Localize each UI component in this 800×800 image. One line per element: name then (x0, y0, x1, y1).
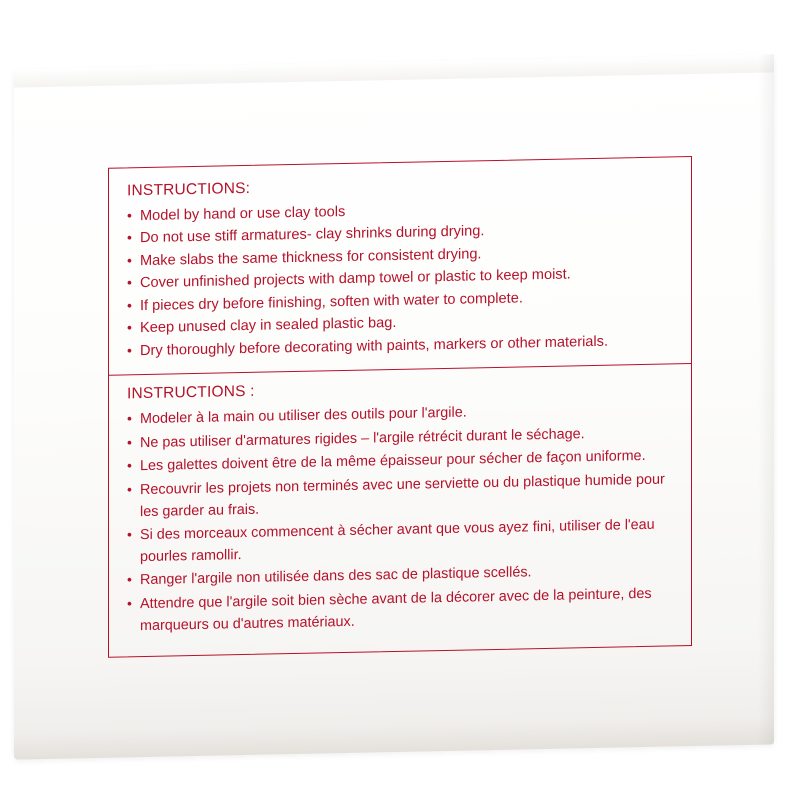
list-item: • Recouvrir les projets non terminés avec une serviette ou du plastique humide pour les garder au frais. (127, 469, 673, 523)
list-item: • Make slabs the same thickness for consistent drying. (127, 240, 673, 272)
list-item: • Les galettes doivent être de la même épaisseur pour sécher de façon uniforme. (127, 446, 673, 479)
instructions-heading-english: INSTRUCTIONS: (127, 179, 251, 200)
instructions-block-english (127, 171, 673, 362)
product-package (14, 54, 774, 759)
instructions-panel (108, 156, 692, 658)
section-divider (109, 363, 691, 376)
list-item: • Model by hand or use clay tools (127, 195, 673, 227)
instructions-list-english (127, 195, 673, 362)
list-item: • Keep unused clay in sealed plastic bag. (127, 308, 673, 340)
list-item: • Si des morceaux commencent à sécher avant que vous ayez fini, utiliser de l'eau pourles ramollir. (127, 515, 673, 569)
instructions-list-french (127, 398, 673, 637)
list-item: • Ranger l'argile non utilisée dans des sac de plastique scellés. (127, 560, 673, 593)
list-item: • Ne pas utiliser d'armatures rigides – l'argile rétrécit durant le séchage. (127, 422, 673, 455)
instructions-heading-french: INSTRUCTIONS : (127, 382, 255, 403)
list-item: • Modeler à la main ou utiliser des outils pour l'argile. (127, 398, 673, 431)
package-right-edge (758, 54, 774, 744)
list-item: • Dry thoroughly before decorating with paints, markers or other materials. (127, 330, 673, 362)
list-item: • If pieces dry before finishing, soften with water to complete. (127, 285, 673, 317)
list-item: • Do not use stiff armatures- clay shrinks during drying. (127, 218, 673, 250)
list-item: • Attendre que l'argile soit bien sèche avant de la décorer avec de la peinture, des marqueurs ou d'autres matériaux. (127, 583, 673, 637)
list-item: • Cover unfinished projects with damp towel or plastic to keep moist. (127, 263, 673, 295)
instructions-block-french (127, 374, 673, 637)
